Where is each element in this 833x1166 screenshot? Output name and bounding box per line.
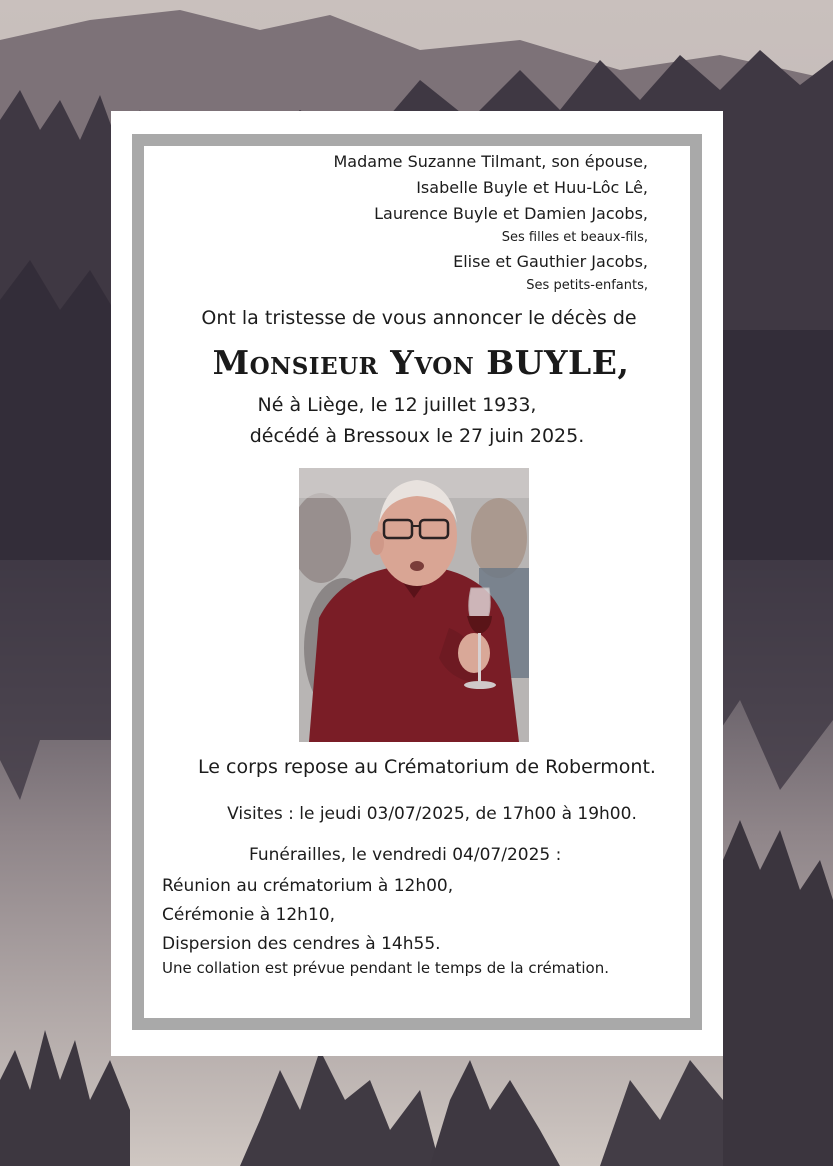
family-line: Elise et Gauthier Jacobs, bbox=[453, 252, 648, 271]
family-line: Ses filles et beaux-fils, bbox=[501, 230, 648, 245]
birth-line: Né à Liège, le 12 juillet 1933, bbox=[257, 394, 537, 416]
funeral-title: Funérailles, le vendredi 04/07/2025 : bbox=[249, 845, 562, 865]
family-line: Ses petits-enfants, bbox=[526, 278, 648, 293]
funeral-item: Dispersion des cendres à 14h55. bbox=[162, 934, 441, 954]
funeral-item: Cérémonie à 12h10, bbox=[162, 905, 335, 925]
portrait-photo bbox=[299, 468, 529, 742]
death-line: décédé à Bressoux le 27 juin 2025. bbox=[249, 425, 585, 447]
funeral-schedule bbox=[162, 872, 453, 959]
obituary-card bbox=[111, 111, 723, 1056]
family-line: Laurence Buyle et Damien Jacobs, bbox=[374, 204, 648, 223]
family-list bbox=[334, 149, 649, 297]
collation-note: Une collation est prévue pendant le temps de la crémation. bbox=[162, 959, 609, 977]
announcement: Ont la tristesse de vous annoncer le décès de bbox=[201, 307, 637, 329]
birth-death-info bbox=[111, 390, 723, 452]
family-line: Isabelle Buyle et Huu-Lôc Lê, bbox=[416, 178, 648, 197]
rest-place: Le corps repose au Crématorium de Robermont. bbox=[198, 756, 656, 778]
funeral-item: Réunion au crématorium à 12h00, bbox=[162, 876, 454, 896]
family-line: Madame Suzanne Tilmant, son épouse, bbox=[333, 152, 648, 171]
deceased-name: Monsieur Yvon BUYLE, bbox=[212, 343, 630, 382]
visits-info: Visites : le jeudi 03/07/2025, de 17h00 à 19h00. bbox=[227, 804, 637, 824]
